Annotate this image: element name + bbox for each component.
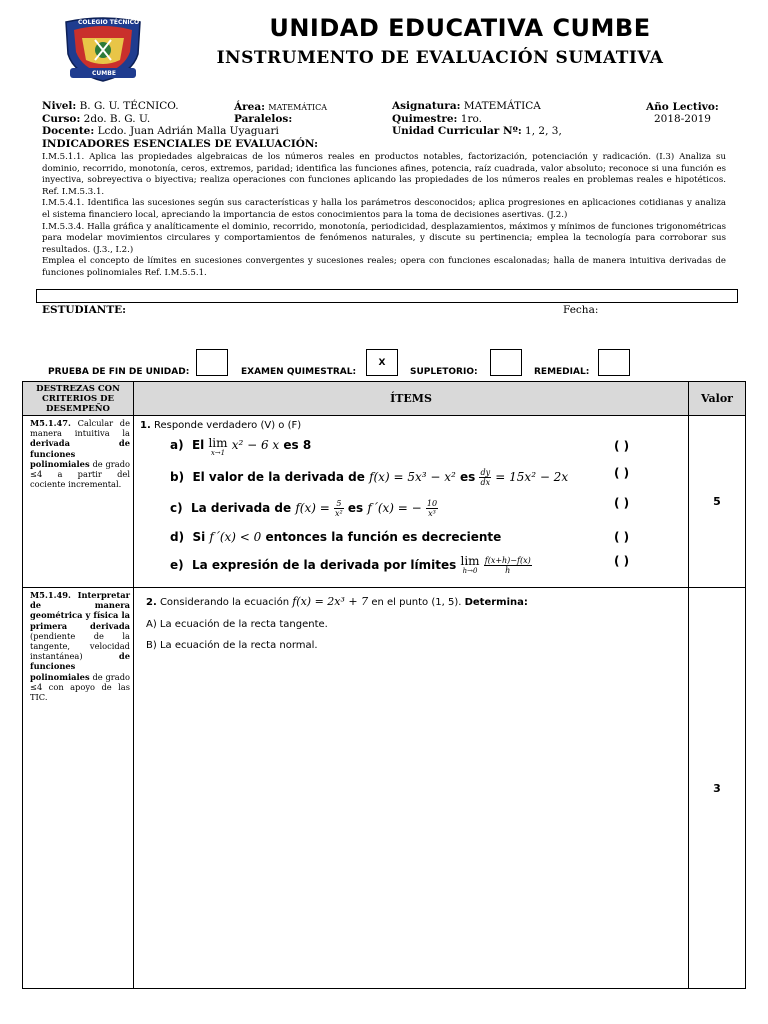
question-number: 2. (146, 597, 157, 608)
subitem-tail: es 8 (283, 438, 312, 452)
fraction-denominator: h (505, 566, 511, 575)
destreza-bold-text: derivada de funciones polinomiales (30, 438, 130, 469)
part-b: B) La ecuación de la recta normal. (146, 640, 318, 651)
school-logo (62, 16, 144, 82)
destreza-text: de grado ≤4 con apoyo de las TIC. (30, 671, 130, 703)
col-valor-header (689, 382, 746, 416)
asignatura-value: MATEMÁTICA (463, 100, 541, 112)
fraction-numerator: dy (480, 468, 491, 477)
math-expression: x² − 6 x (231, 438, 280, 452)
items-cell (134, 416, 689, 588)
unidad-value: 1, 2, 3, (525, 125, 562, 137)
ano-lectivo-label: Año Lectivo: (646, 101, 719, 113)
fraction-denominator: x² (335, 509, 343, 518)
subitem-mid: es (459, 470, 476, 484)
subitem-mid: es (347, 501, 364, 515)
subitem-letter: d) (170, 530, 185, 544)
col-items-header (134, 382, 689, 416)
lim-word: lim (208, 436, 228, 450)
fraction (484, 556, 532, 575)
subitem-letter: a) (170, 438, 184, 452)
lim-subscript: x→1 (210, 449, 226, 457)
quimestral-checkbox[interactable] (366, 349, 398, 376)
valor-cell (689, 588, 746, 989)
lim-word: lim (460, 554, 480, 568)
math-expression: = 15x² − 2x (495, 470, 569, 484)
fecha-label: Fecha: (563, 304, 599, 316)
fraction (479, 468, 491, 487)
math-expression: f(x) = (295, 501, 330, 515)
question-text: en el punto (1, 5). (371, 597, 462, 608)
subitem-d (170, 530, 501, 544)
subitem-tail: entonces la función es decreciente (265, 530, 502, 544)
col-destrezas-header (23, 382, 134, 416)
answer-box-c[interactable]: ( ) (614, 496, 630, 510)
curso-value: 2do. B. G. U. (83, 113, 151, 125)
paralelos-label: Paralelos: (234, 113, 293, 125)
destreza-text: de grado ≤4 a partir del cociente incremental. (30, 458, 130, 490)
indicador-paragraph: I.M.5.3.4. Halla gráfica y analíticamente el dominio, recorrido, monotonía, periodicidad, desplazamientos, máximos y mínimos de funciones trigonométricas para modelar movimientos circulares y comportamientos de fenómenos naturales, y discute su pertinencia; emplea la tecnología para corroborar sus resultados. (J.3., I.2.) (42, 221, 726, 255)
items-cell (134, 588, 689, 989)
area-value: MATEMÁTICA (268, 103, 328, 112)
fraction (426, 499, 438, 518)
quimestre-label: Quimestre: (392, 113, 458, 125)
question-bold: Determina: (464, 597, 528, 608)
unidad-field (392, 125, 562, 138)
question-2 (140, 592, 682, 613)
math-expression: f(x) = 2x³ + 7 (292, 595, 369, 608)
table-row (23, 588, 746, 989)
document-title: INSTRUMENTO DE EVALUACIÓN SUMATIVA (216, 48, 664, 68)
valor-value: 5 (713, 495, 721, 508)
subitem-e (170, 556, 532, 576)
fraction-denominator: dx (480, 478, 491, 487)
estudiante-field[interactable] (42, 304, 126, 316)
fraction-denominator: x³ (428, 509, 436, 518)
fraction-numerator: 5 (334, 499, 344, 509)
question-number: 1. (140, 420, 151, 431)
subitem-text: El valor de la derivada de (192, 470, 365, 484)
fraction-numerator: 10 (426, 499, 438, 508)
quimestral-check-mark: X (378, 358, 386, 368)
limit-notation (208, 438, 227, 458)
math-expression: f´(x) < 0 (209, 530, 262, 544)
math-expression: f(x) = 5x³ − x² (369, 470, 456, 484)
docente-field (42, 125, 279, 138)
destreza-bold-text: Interpretar de manera geométrica y física la primera derivada (30, 590, 130, 631)
school-name: UNIDAD EDUCATIVA CUMBE (269, 14, 651, 42)
indicador-paragraph: I.M.5.1.1. Aplica las propiedades algebraicas de los números reales en productos notables, factorización, potenciación y radicación. (I.3) Analiza su dominio, recorrido, monotonía, ceros, extremos, paridad; identifica las funciones afines, potencia, raíz cuadrada, valor absoluto; reconoce si una función es inyectiva, sobreyectiva o biyectiva; realiza operaciones con funciones aplicando las propiedades de los números reales en problemas reales e hipotéticos. Ref. I.M.5.3.1. (42, 152, 726, 197)
valor-cell (689, 416, 746, 588)
destreza-text: Calcular de manera intuitiva la (30, 418, 130, 439)
supletorio-checkbox[interactable] (490, 349, 522, 376)
answer-box-e[interactable]: ( ) (614, 554, 630, 568)
indicadores-heading-text: INDICADORES ESENCIALES DE EVALUACIÓN: (42, 138, 319, 150)
estudiante-label: ESTUDIANTE: (42, 304, 127, 316)
area-label: Área: (234, 101, 266, 113)
asignatura-field (392, 100, 541, 113)
header-divider-box (36, 289, 738, 303)
fecha-field[interactable] (563, 304, 598, 316)
fin-unidad-checkbox[interactable] (196, 349, 228, 376)
remedial-label: REMEDIAL: (534, 367, 590, 377)
destreza-code: M5.1.47. (30, 418, 71, 428)
subitem-letter: c) (170, 501, 183, 515)
answer-box-b[interactable]: ( ) (614, 466, 630, 480)
quimestre-value: 1ro. (460, 113, 482, 125)
docente-value: Lcdo. Juan Adrián Malla Uyaguari (97, 125, 279, 137)
lim-subscript: h→0 (462, 567, 478, 575)
valor-value: 3 (713, 781, 721, 795)
evaluation-table (22, 381, 746, 989)
subitem-a (170, 438, 311, 458)
question-1 (140, 420, 301, 431)
fraction (334, 499, 344, 518)
unidad-label: Unidad Curricular Nº: (392, 125, 522, 137)
table-row (23, 416, 746, 588)
nivel-value: B. G. U. TÉCNICO. (79, 100, 179, 112)
nivel-field (42, 100, 179, 113)
supletorio-label: SUPLETORIO: (410, 367, 478, 377)
logo-top-text: COLEGIO TÉCNICO (78, 19, 140, 26)
subitem-text: Si (192, 530, 206, 544)
nivel-label: Nivel: (42, 100, 77, 112)
answer-box-a[interactable]: ( ) (614, 439, 630, 453)
indicador-paragraph: I.M.5.4.1. Identifica las sucesiones según sus características y halla los parámetros desconocidos; aplica progresiones en aplicaciones cotidianas y analiza el sistema financiero local, apreciando la importancia de estos conocimientos para la toma de decisiones asertivas. (J.2.) (42, 198, 726, 220)
indicadores-text (42, 152, 726, 280)
part-a: A) La ecuación de la recta tangente. (146, 619, 328, 630)
indicador-paragraph: Emplea el concepto de límites en sucesiones convergentes y sucesiones reales; opera con funciones escalonadas; halla de manera intuitiva derivadas de funciones polinomiales Ref. I.M.5.5.1. (42, 256, 726, 278)
quimestral-label: EXAMEN QUIMESTRAL: (241, 367, 357, 377)
col-valor-label: Valor (701, 392, 733, 405)
docente-label: Docente: (42, 125, 95, 137)
limit-notation (460, 556, 479, 576)
subitem-text: El (191, 438, 205, 452)
destreza-cell (23, 416, 134, 588)
subitem-b (170, 468, 568, 487)
destreza-bold-text: de funciones polinomiales (30, 651, 130, 682)
question-text: Responde verdadero (V) o (F) (153, 420, 302, 431)
subitem-letter: b) (170, 470, 185, 484)
subitem-text: La derivada de (190, 501, 292, 515)
asignatura-label: Asignatura: (392, 100, 461, 112)
answer-box-d[interactable]: ( ) (614, 530, 630, 544)
math-expression: f´(x) = − (367, 501, 422, 515)
destreza-text: (pendiente de la tangente, velocidad instantánea) (30, 630, 130, 662)
curso-label: Curso: (42, 113, 81, 125)
logo-bottom-text: CUMBE (92, 70, 116, 77)
subitem-letter: e) (170, 558, 184, 572)
destreza-cell (23, 588, 134, 989)
destreza-code: M5.1.49. (30, 590, 71, 600)
subitem-c (170, 499, 438, 518)
ano-lectivo-value: 2018-2019 (654, 113, 711, 125)
fraction-numerator: f(x+h)−f(x) (484, 556, 531, 565)
fin-unidad-label: PRUEBA DE FIN DE UNIDAD: (48, 367, 190, 377)
remedial-checkbox[interactable] (598, 349, 630, 376)
indicadores-heading (42, 138, 318, 151)
col-items-label: ÍTEMS (390, 392, 432, 405)
subitem-text: La expresión de la derivada por límites (191, 558, 457, 572)
table-header-row (23, 382, 746, 416)
col-destrezas-label: DESTREZAS CON CRITERIOS DE DESEMPEÑO (36, 383, 120, 414)
question-text: Considerando la ecuación (159, 597, 290, 608)
